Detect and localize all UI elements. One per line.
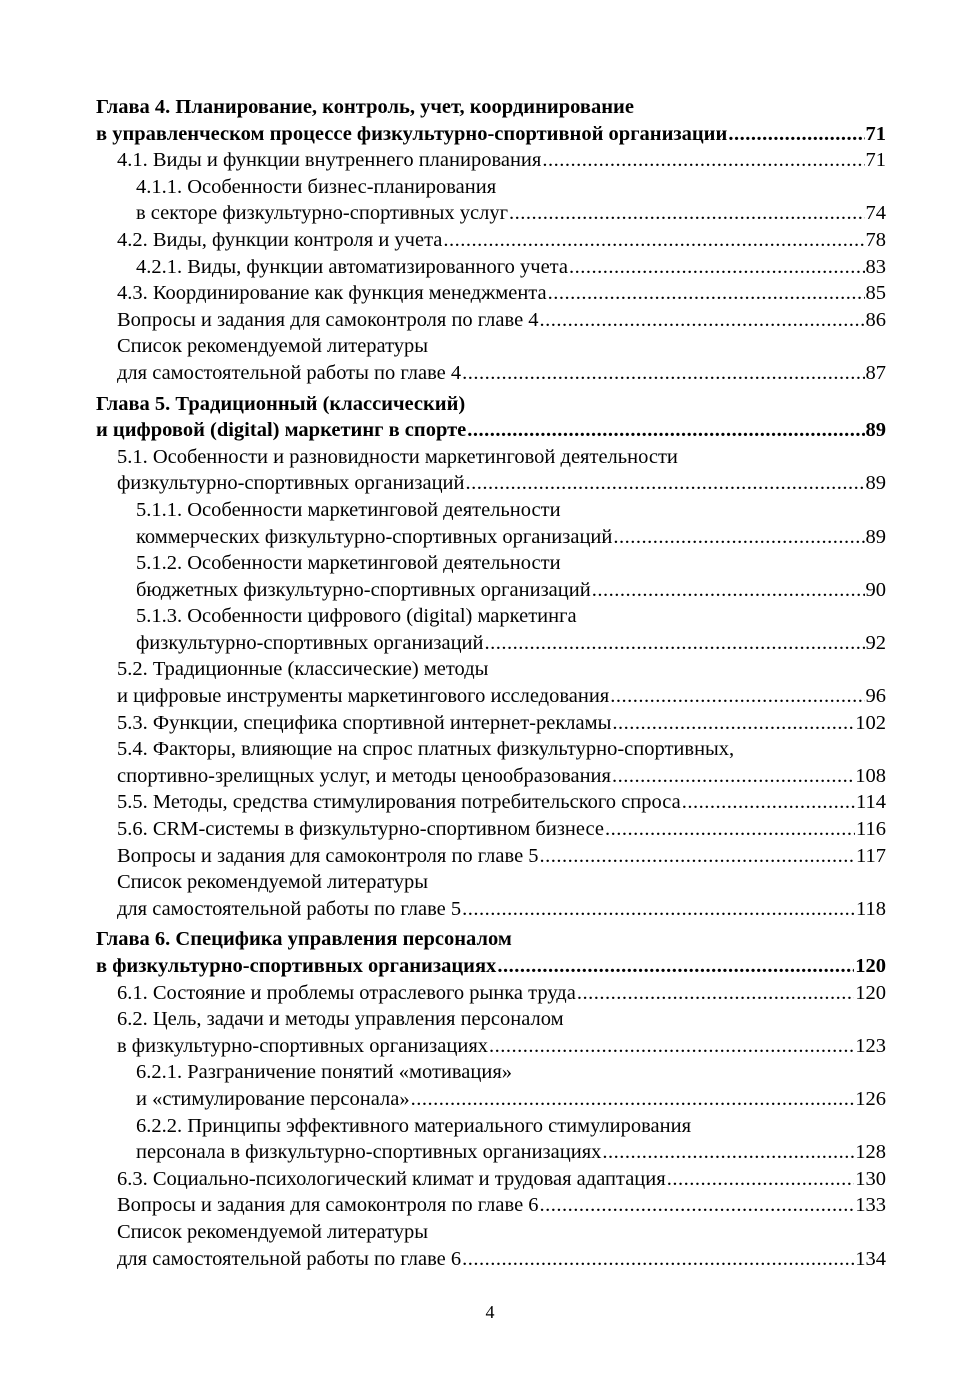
toc-text: для самостоятельной работы по главе 5 <box>117 897 462 920</box>
leader-dots <box>489 1033 854 1060</box>
leader-dots <box>411 1086 855 1113</box>
toc-text: для самостоятельной работы по главе 6 <box>117 1247 462 1270</box>
toc-entry-5-1-1-cont[interactable] <box>96 524 886 551</box>
page-ref: 96 <box>865 685 886 708</box>
page-ref: 87 <box>865 361 886 384</box>
toc-text: бюджетных физкультурно-спортивных организаций <box>136 578 591 601</box>
toc-entry-4-literature[interactable] <box>96 333 886 360</box>
page-ref: 120 <box>855 981 886 1004</box>
toc-entry-5-4-cont[interactable] <box>96 763 886 790</box>
leader-dots <box>462 360 864 387</box>
page-ref: 117 <box>856 844 886 867</box>
page-ref: 92 <box>865 631 886 654</box>
toc-entry-5-1-2-cont[interactable] <box>96 577 886 604</box>
toc-entry-5-2[interactable] <box>96 656 886 683</box>
toc-entry-4-3[interactable] <box>96 280 886 307</box>
toc-entry-5-2-cont[interactable] <box>96 683 886 710</box>
toc-entry-6-2-2[interactable] <box>96 1113 886 1140</box>
page-ref: 89 <box>865 419 886 442</box>
toc-text: 6.3. Социально-психологический климат и трудовая адаптация <box>117 1167 666 1190</box>
leader-dots <box>497 953 854 980</box>
toc-entry-6-3[interactable] <box>96 1166 886 1193</box>
toc-entry-5-1[interactable] <box>96 444 886 471</box>
toc-entry-5-1-3-cont[interactable] <box>96 630 886 657</box>
toc-entry-5-literature[interactable] <box>96 869 886 896</box>
page-ref: 108 <box>855 764 886 787</box>
toc-entry-6-1[interactable] <box>96 980 886 1007</box>
toc-text: 5.6. CRM-системы в физкультурно-спортивном бизнесе <box>117 818 604 841</box>
toc-text: 5.1. Особенности и разновидности маркетинговой деятельности <box>117 445 678 468</box>
toc-text: Вопросы и задания для самоконтроля по главе 5 <box>117 844 539 867</box>
leader-dots <box>443 227 864 254</box>
page-ref: 71 <box>865 149 886 172</box>
toc-text: 5.1.1. Особенности маркетинговой деятельности <box>136 498 561 521</box>
leader-dots <box>577 980 854 1007</box>
toc-text: для самостоятельной работы по главе 4 <box>117 361 462 384</box>
toc-entry-4-literature-cont[interactable] <box>96 360 886 387</box>
toc-text: Глава 6. Специфика управления персоналом <box>96 928 512 951</box>
toc-entry-6-literature-cont[interactable] <box>96 1246 886 1273</box>
page-ref: 86 <box>865 308 886 331</box>
toc-entry-4-2-1[interactable] <box>96 254 886 281</box>
toc-entry-5-3[interactable] <box>96 710 886 737</box>
toc-entry-6-2-1[interactable] <box>96 1059 886 1086</box>
leader-dots <box>462 1246 854 1273</box>
toc-entry-5-4[interactable] <box>96 736 886 763</box>
chapter-5-title[interactable] <box>96 391 886 418</box>
toc-text: в секторе физкультурно-спортивных услуг <box>136 202 509 225</box>
chapter-6-title-cont[interactable] <box>96 953 886 980</box>
toc-text: физкультурно-спортивных организаций <box>136 631 484 654</box>
leader-dots <box>612 710 854 737</box>
chapter-4-title-cont[interactable] <box>96 121 886 148</box>
toc-entry-5-1-3[interactable] <box>96 603 886 630</box>
leader-dots <box>569 254 865 281</box>
page-ref: 123 <box>855 1034 886 1057</box>
page-ref: 118 <box>856 897 886 920</box>
toc-text: персонала в физкультурно-спортивных организациях <box>136 1141 602 1164</box>
leader-dots <box>667 1166 855 1193</box>
toc-text: и цифровой (digital) маркетинг в спорте <box>96 419 467 442</box>
toc-text: Вопросы и задания для самоконтроля по главе 4 <box>117 308 539 331</box>
page-ref: 128 <box>855 1141 886 1164</box>
toc-entry-5-6[interactable] <box>96 816 886 843</box>
toc-entry-6-questions[interactable] <box>96 1192 886 1219</box>
toc-text: 5.2. Традиционные (классические) методы <box>117 658 489 681</box>
toc-entry-5-1-1[interactable] <box>96 497 886 524</box>
page-ref: 89 <box>865 472 886 495</box>
toc-entry-5-questions[interactable] <box>96 843 886 870</box>
toc-text: 4.1. Виды и функции внутреннего планирования <box>117 149 542 172</box>
leader-dots <box>728 121 864 148</box>
toc-entry-6-2-2-cont[interactable] <box>96 1139 886 1166</box>
leader-dots <box>682 789 855 816</box>
page-number: 4 <box>485 1302 495 1322</box>
leader-dots <box>509 200 864 227</box>
toc-text: и «стимулирование персонала» <box>136 1087 410 1110</box>
chapter-6-title[interactable] <box>96 926 886 953</box>
toc-entry-4-1-1[interactable] <box>96 174 886 201</box>
page-ref: 130 <box>855 1167 886 1190</box>
leader-dots <box>540 1192 855 1219</box>
toc-text: 5.4. Факторы, влияющие на спрос платных физкультурно-спортивных, <box>117 738 735 761</box>
toc-entry-5-literature-cont[interactable] <box>96 896 886 923</box>
page-ref: 71 <box>865 122 886 145</box>
toc-text: Список рекомендуемой литературы <box>117 871 429 894</box>
toc-entry-4-1-1-cont[interactable] <box>96 200 886 227</box>
toc-text: коммерческих физкультурно-спортивных организаций <box>136 525 613 548</box>
leader-dots <box>485 630 865 657</box>
page-ref: 116 <box>856 818 886 841</box>
page-ref: 134 <box>855 1247 886 1270</box>
page-ref: 133 <box>855 1194 886 1217</box>
toc-entry-4-2[interactable] <box>96 227 886 254</box>
toc-text: Список рекомендуемой литературы <box>117 335 429 358</box>
toc-entry-6-2[interactable] <box>96 1006 886 1033</box>
page-ref: 120 <box>855 955 886 977</box>
toc-text: 6.1. Состояние и проблемы отраслевого рынка труда <box>117 981 576 1004</box>
page-ref: 74 <box>865 202 886 225</box>
toc-text: в управленческом процессе физкультурно-спортивной организации <box>96 122 728 145</box>
toc-entry-5-5[interactable] <box>96 789 886 816</box>
leader-dots <box>612 763 854 790</box>
toc-entry-5-1-cont[interactable] <box>96 470 886 497</box>
toc-text: 4.2.1. Виды, функции автоматизированного учета <box>136 255 568 278</box>
page-ref: 78 <box>865 228 886 251</box>
page-ref: 102 <box>855 711 886 734</box>
page-ref: 83 <box>865 255 886 278</box>
toc-text: 5.1.3. Особенности цифрового (digital) маркетинга <box>136 605 577 628</box>
page-ref: 114 <box>856 791 886 814</box>
toc-entry-6-literature[interactable] <box>96 1219 886 1246</box>
toc-text: в физкультурно-спортивных организациях <box>117 1034 489 1057</box>
toc-entry-5-1-2[interactable] <box>96 550 886 577</box>
leader-dots <box>466 470 865 497</box>
leader-dots <box>610 683 864 710</box>
toc-text: в физкультурно-спортивных организациях <box>96 955 497 977</box>
toc-text: Список рекомендуемой литературы <box>117 1220 429 1243</box>
toc-entry-6-2-cont[interactable] <box>96 1033 886 1060</box>
toc-text: спортивно-зрелищных услуг, и методы ценообразования <box>117 764 611 787</box>
table-of-contents <box>96 94 886 1272</box>
leader-dots <box>542 147 864 174</box>
toc-text: и цифровые инструменты маркетингового исследования <box>117 685 610 708</box>
toc-text: 6.2.2. Принципы эффективного материального стимулирования <box>136 1114 692 1137</box>
page-ref: 90 <box>865 578 886 601</box>
page-ref: 126 <box>855 1087 886 1110</box>
toc-text: Глава 4. Планирование, контроль, учет, координирование <box>96 96 634 118</box>
leader-dots <box>613 524 864 551</box>
leader-dots <box>592 577 865 604</box>
toc-entry-6-2-1-cont[interactable] <box>96 1086 886 1113</box>
toc-text: 6.2.1. Разграничение понятий «мотивация» <box>136 1061 513 1084</box>
toc-entry-4-questions[interactable] <box>96 307 886 334</box>
leader-dots <box>548 280 865 307</box>
leader-dots <box>467 417 864 444</box>
toc-text: 6.2. Цель, задачи и методы управления персоналом <box>117 1008 564 1031</box>
page-ref: 89 <box>865 525 886 548</box>
toc-text: 4.1.1. Особенности бизнес-планирования <box>136 175 497 198</box>
toc-text: Глава 5. Традиционный (классический) <box>96 392 466 415</box>
toc-text: 4.3. Координирование как функция менеджмента <box>117 282 547 305</box>
chapter-4-title[interactable] <box>96 94 886 121</box>
page-ref: 85 <box>865 282 886 305</box>
toc-text: 5.5. Методы, средства стимулирования потребительского спроса <box>117 791 681 814</box>
toc-entry-4-1[interactable] <box>96 147 886 174</box>
toc-text: 5.1.2. Особенности маркетинговой деятельности <box>136 552 561 575</box>
leader-dots <box>602 1139 854 1166</box>
leader-dots <box>462 896 855 923</box>
chapter-5-title-cont[interactable] <box>96 417 886 444</box>
toc-text: 5.3. Функции, специфика спортивной интернет-рекламы <box>117 711 612 734</box>
toc-text: 4.2. Виды, функции контроля и учета <box>117 228 443 251</box>
leader-dots <box>540 843 855 870</box>
toc-text: физкультурно-спортивных организаций <box>117 472 465 495</box>
leader-dots <box>605 816 855 843</box>
toc-text: Вопросы и задания для самоконтроля по главе 6 <box>117 1194 539 1217</box>
leader-dots <box>540 307 865 334</box>
